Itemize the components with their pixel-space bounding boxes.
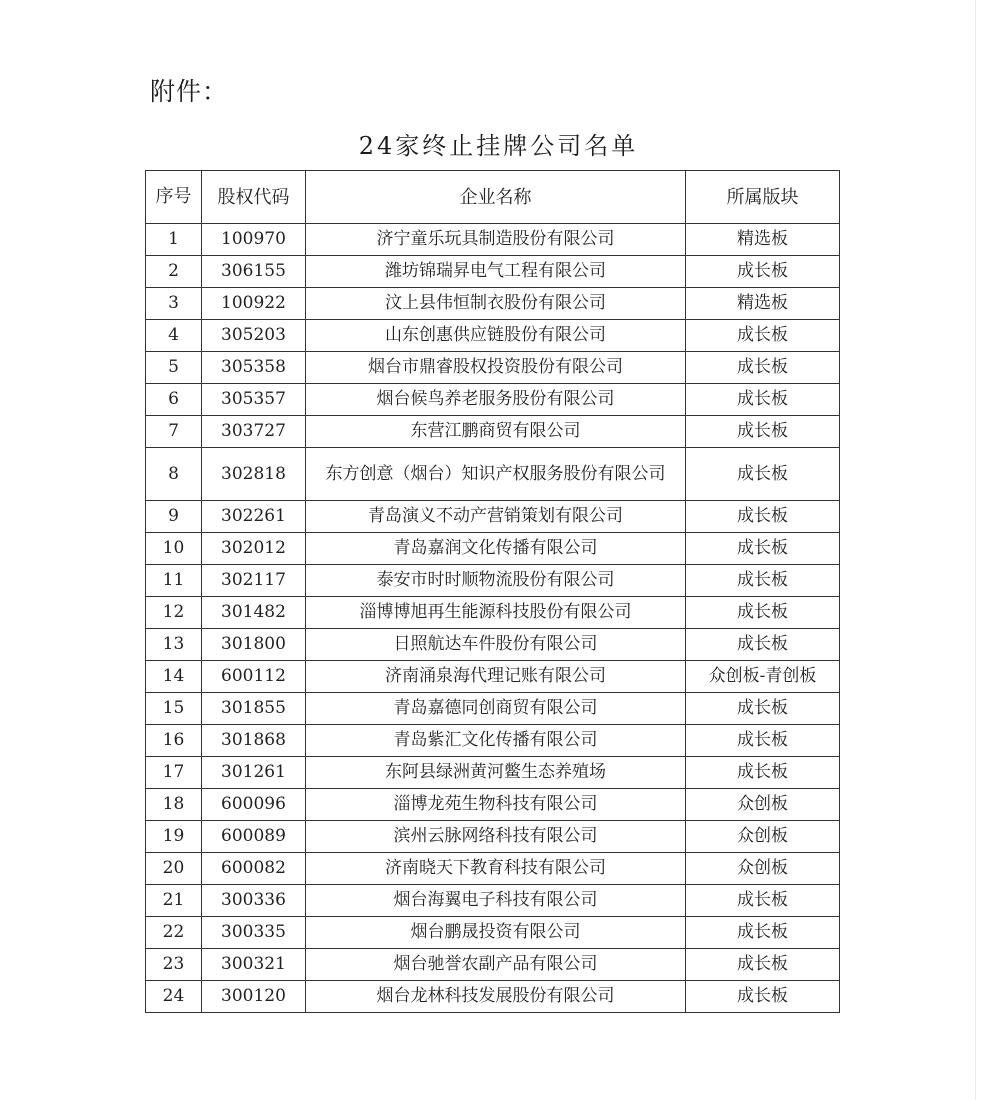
table-row: [146, 885, 840, 917]
cell-seq: 11: [146, 565, 202, 597]
cell-board: 精选板: [686, 288, 840, 320]
cell-company-name: 淄博博旭再生能源科技股份有限公司: [306, 597, 686, 629]
cell-board: 成长板: [686, 320, 840, 352]
delisted-companies-table: [145, 170, 840, 1013]
cell-seq: 2: [146, 256, 202, 288]
cell-company-name: 烟台市鼎睿股权投资股份有限公司: [306, 352, 686, 384]
cell-seq: 19: [146, 821, 202, 853]
table-row: [146, 757, 840, 789]
table-header-row: [146, 171, 840, 224]
cell-code: 600089: [202, 821, 306, 853]
table-row: [146, 352, 840, 384]
cell-seq: 5: [146, 352, 202, 384]
cell-board: 成长板: [686, 501, 840, 533]
cell-board: 众创板: [686, 789, 840, 821]
cell-code: 300321: [202, 949, 306, 981]
cell-seq: 14: [146, 661, 202, 693]
cell-code: 305357: [202, 384, 306, 416]
cell-seq: 10: [146, 533, 202, 565]
table-row: [146, 917, 840, 949]
cell-company-name: 青岛嘉润文化传播有限公司: [306, 533, 686, 565]
cell-code: 305203: [202, 320, 306, 352]
cell-company-name: 日照航达车件股份有限公司: [306, 629, 686, 661]
cell-code: 305358: [202, 352, 306, 384]
cell-board: 众创板: [686, 821, 840, 853]
cell-code: 301855: [202, 693, 306, 725]
cell-company-name: 山东创惠供应链股份有限公司: [306, 320, 686, 352]
cell-seq: 23: [146, 949, 202, 981]
cell-code: 303727: [202, 416, 306, 448]
cell-seq: 7: [146, 416, 202, 448]
cell-seq: 18: [146, 789, 202, 821]
cell-company-name: 济南涌泉海代理记账有限公司: [306, 661, 686, 693]
header-company: 企业名称: [306, 171, 686, 224]
cell-seq: 1: [146, 224, 202, 256]
table-row: [146, 416, 840, 448]
header-seq: 序号: [146, 171, 202, 224]
cell-board: 成长板: [686, 565, 840, 597]
cell-code: 301868: [202, 725, 306, 757]
cell-code: 600112: [202, 661, 306, 693]
cell-company-name: 济宁童乐玩具制造股份有限公司: [306, 224, 686, 256]
cell-seq: 9: [146, 501, 202, 533]
cell-board: 成长板: [686, 384, 840, 416]
cell-board: 成长板: [686, 757, 840, 789]
cell-seq: 15: [146, 693, 202, 725]
cell-board: 成长板: [686, 629, 840, 661]
cell-seq: 21: [146, 885, 202, 917]
cell-code: 100970: [202, 224, 306, 256]
table-row: [146, 448, 840, 501]
header-code: 股权代码: [202, 171, 306, 224]
table-row: [146, 661, 840, 693]
cell-seq: 4: [146, 320, 202, 352]
scan-edge-line: [975, 0, 976, 1100]
cell-code: 302012: [202, 533, 306, 565]
cell-company-name: 东营江鹏商贸有限公司: [306, 416, 686, 448]
cell-board: 成长板: [686, 416, 840, 448]
table-row: [146, 821, 840, 853]
header-board: 所属版块: [686, 171, 840, 224]
cell-board: 成长板: [686, 533, 840, 565]
table-row: [146, 256, 840, 288]
cell-seq: 22: [146, 917, 202, 949]
cell-board: 众创板: [686, 853, 840, 885]
cell-code: 302261: [202, 501, 306, 533]
cell-company-name: 东阿县绿洲黄河鳖生态养殖场: [306, 757, 686, 789]
table-row: [146, 981, 840, 1013]
cell-company-name: 青岛演义不动产营销策划有限公司: [306, 501, 686, 533]
cell-board: 成长板: [686, 448, 840, 501]
cell-code: 302818: [202, 448, 306, 501]
cell-seq: 17: [146, 757, 202, 789]
cell-company-name: 青岛紫汇文化传播有限公司: [306, 725, 686, 757]
table-row: [146, 725, 840, 757]
table-row: [146, 629, 840, 661]
cell-code: 300336: [202, 885, 306, 917]
cell-seq: 13: [146, 629, 202, 661]
cell-board: 成长板: [686, 693, 840, 725]
table-row: [146, 288, 840, 320]
cell-company-name: 烟台鹏晟投资有限公司: [306, 917, 686, 949]
cell-code: 301261: [202, 757, 306, 789]
table-row: [146, 224, 840, 256]
cell-code: 306155: [202, 256, 306, 288]
table-row: [146, 597, 840, 629]
table-row: [146, 949, 840, 981]
cell-company-name: 烟台海翼电子科技有限公司: [306, 885, 686, 917]
cell-company-name: 青岛嘉德同创商贸有限公司: [306, 693, 686, 725]
cell-seq: 3: [146, 288, 202, 320]
cell-board: 成长板: [686, 256, 840, 288]
cell-board: 精选板: [686, 224, 840, 256]
cell-code: 301800: [202, 629, 306, 661]
table-row: [146, 384, 840, 416]
cell-code: 600082: [202, 853, 306, 885]
cell-code: 600096: [202, 789, 306, 821]
cell-code: 302117: [202, 565, 306, 597]
cell-company-name: 烟台驰誉农副产品有限公司: [306, 949, 686, 981]
table-row: [146, 789, 840, 821]
cell-board: 成长板: [686, 885, 840, 917]
cell-board: 众创板-青创板: [686, 661, 840, 693]
table-row: [146, 320, 840, 352]
cell-board: 成长板: [686, 981, 840, 1013]
cell-company-name: 潍坊锦瑞昇电气工程有限公司: [306, 256, 686, 288]
cell-company-name: 东方创意（烟台）知识产权服务股份有限公司: [306, 448, 686, 501]
table-body: [146, 224, 840, 1013]
cell-company-name: 泰安市时时顺物流股份有限公司: [306, 565, 686, 597]
cell-company-name: 汶上县伟恒制衣股份有限公司: [306, 288, 686, 320]
cell-code: 300335: [202, 917, 306, 949]
cell-code: 300120: [202, 981, 306, 1013]
cell-code: 100922: [202, 288, 306, 320]
cell-company-name: 烟台候鸟养老服务股份有限公司: [306, 384, 686, 416]
cell-board: 成长板: [686, 949, 840, 981]
cell-board: 成长板: [686, 725, 840, 757]
cell-board: 成长板: [686, 352, 840, 384]
cell-company-name: 济南晓天下教育科技有限公司: [306, 853, 686, 885]
cell-seq: 16: [146, 725, 202, 757]
table-row: [146, 501, 840, 533]
cell-board: 成长板: [686, 597, 840, 629]
cell-seq: 24: [146, 981, 202, 1013]
cell-company-name: 烟台龙林科技发展股份有限公司: [306, 981, 686, 1013]
cell-seq: 8: [146, 448, 202, 501]
table-row: [146, 565, 840, 597]
table-row: [146, 693, 840, 725]
cell-seq: 12: [146, 597, 202, 629]
cell-seq: 20: [146, 853, 202, 885]
cell-company-name: 滨州云脉网络科技有限公司: [306, 821, 686, 853]
cell-seq: 6: [146, 384, 202, 416]
attachment-label: 附件：: [150, 77, 229, 106]
table-row: [146, 853, 840, 885]
cell-company-name: 淄博龙苑生物科技有限公司: [306, 789, 686, 821]
cell-board: 成长板: [686, 917, 840, 949]
document-title: 24家终止挂牌公司名单: [358, 132, 639, 160]
cell-code: 301482: [202, 597, 306, 629]
table-row: [146, 533, 840, 565]
